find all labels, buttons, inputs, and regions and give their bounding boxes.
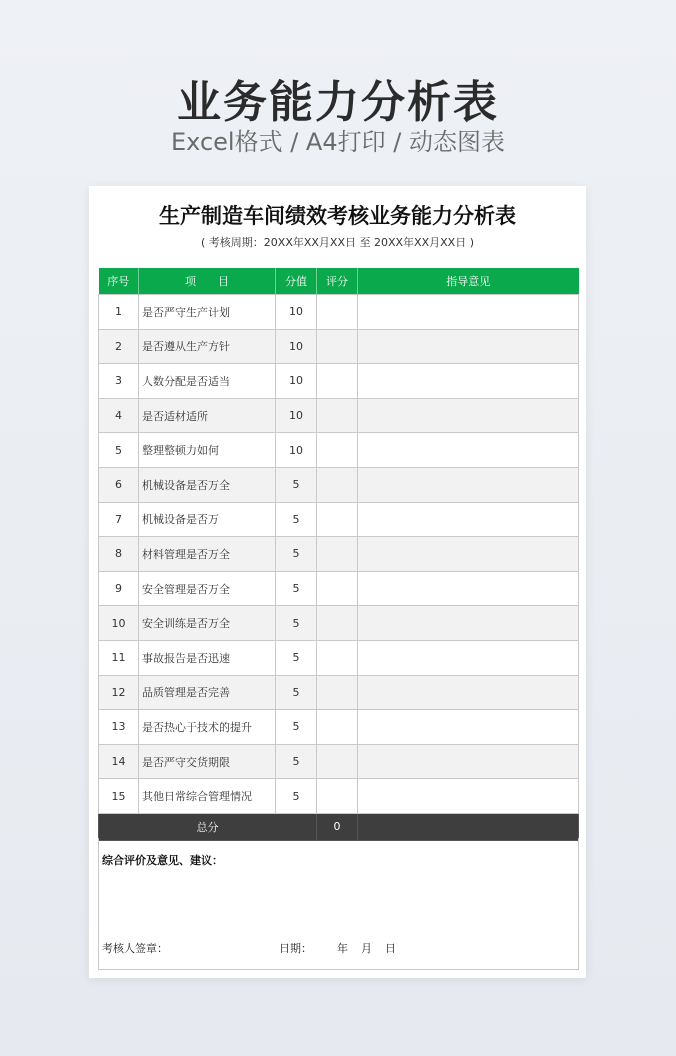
rating-cell[interactable]: [317, 433, 358, 468]
row-item: 是否严守交货期限: [139, 744, 276, 779]
table-row: [99, 467, 579, 502]
row-score: 5: [276, 571, 317, 606]
guidance-cell[interactable]: [358, 502, 579, 537]
table-row: [99, 329, 579, 364]
header-guidance: 指导意见: [358, 268, 579, 295]
rating-cell[interactable]: [317, 537, 358, 572]
row-number: 4: [99, 398, 139, 433]
total-value: 0: [317, 813, 358, 840]
table-row: [99, 571, 579, 606]
guidance-cell[interactable]: [358, 398, 579, 433]
rating-cell[interactable]: [317, 640, 358, 675]
total-blank: [358, 813, 579, 840]
total-row: [99, 813, 579, 840]
table-body: [99, 295, 579, 841]
rating-cell[interactable]: [317, 295, 358, 330]
rating-cell[interactable]: [317, 606, 358, 641]
row-item: 是否严守生产计划: [139, 295, 276, 330]
assessment-table: [98, 268, 579, 841]
table-row: [99, 675, 579, 710]
row-item: 事故报告是否迅速: [139, 640, 276, 675]
row-score: 5: [276, 537, 317, 572]
row-item: 安全管理是否万全: [139, 571, 276, 606]
guidance-cell[interactable]: [358, 675, 579, 710]
rating-cell[interactable]: [317, 675, 358, 710]
row-number: 2: [99, 329, 139, 364]
row-item: 是否热心于技术的提升: [139, 710, 276, 745]
table-row: [99, 502, 579, 537]
rating-cell[interactable]: [317, 364, 358, 399]
rating-cell[interactable]: [317, 329, 358, 364]
row-score: 10: [276, 329, 317, 364]
row-number: 15: [99, 779, 139, 814]
table-row: [99, 433, 579, 468]
row-number: 8: [99, 537, 139, 572]
guidance-cell[interactable]: [358, 779, 579, 814]
header-score: 分值: [276, 268, 317, 295]
date-label: 日期：: [279, 942, 312, 955]
row-number: 3: [99, 364, 139, 399]
table-row: [99, 364, 579, 399]
guidance-cell[interactable]: [358, 433, 579, 468]
row-score: 10: [276, 364, 317, 399]
row-score: 5: [276, 606, 317, 641]
row-number: 1: [99, 295, 139, 330]
guidance-cell[interactable]: [358, 744, 579, 779]
hero-title: 业务能力分析表: [177, 77, 499, 128]
table-row: [99, 295, 579, 330]
row-score: 5: [276, 779, 317, 814]
row-item: 机械设备是否万全: [139, 467, 276, 502]
hero-subtitle: Excel格式 / A4打印 / 动态图表: [171, 128, 505, 156]
row-number: 14: [99, 744, 139, 779]
row-item: 整理整顿力如何: [139, 433, 276, 468]
header-rating: 评分: [317, 268, 358, 295]
rating-cell[interactable]: [317, 744, 358, 779]
guidance-cell[interactable]: [358, 710, 579, 745]
row-score: 5: [276, 467, 317, 502]
guidance-cell[interactable]: [358, 364, 579, 399]
date-year-label: 年: [337, 942, 348, 955]
signature-label: 考核人签章：: [102, 942, 168, 955]
guidance-cell[interactable]: [358, 295, 579, 330]
row-item: 安全训练是否万全: [139, 606, 276, 641]
row-number: 5: [99, 433, 139, 468]
row-score: 5: [276, 675, 317, 710]
total-label: 总分: [99, 813, 317, 840]
assessment-period: ( 考核周期：20XX年XX月XX日 至 20XX年XX月XX日 ): [201, 236, 474, 249]
row-score: 10: [276, 398, 317, 433]
rating-cell[interactable]: [317, 779, 358, 814]
row-score: 5: [276, 640, 317, 675]
row-number: 7: [99, 502, 139, 537]
guidance-cell[interactable]: [358, 329, 579, 364]
row-item: 是否适材适所: [139, 398, 276, 433]
table-row: [99, 606, 579, 641]
row-number: 10: [99, 606, 139, 641]
guidance-cell[interactable]: [358, 640, 579, 675]
header-no: 序号: [99, 268, 139, 295]
row-item: 是否遵从生产方针: [139, 329, 276, 364]
rating-cell[interactable]: [317, 571, 358, 606]
row-score: 10: [276, 295, 317, 330]
row-item: 材料管理是否万全: [139, 537, 276, 572]
table-row: [99, 744, 579, 779]
table-header-row: [99, 268, 579, 295]
row-number: 9: [99, 571, 139, 606]
row-score: 5: [276, 744, 317, 779]
guidance-cell[interactable]: [358, 467, 579, 502]
row-item: 人数分配是否适当: [139, 364, 276, 399]
table-row: [99, 398, 579, 433]
date-month-label: 月: [361, 942, 372, 955]
rating-cell[interactable]: [317, 710, 358, 745]
rating-cell[interactable]: [317, 398, 358, 433]
document-title: 生产制造车间绩效考核业务能力分析表: [159, 204, 516, 228]
comment-label: 综合评价及意见、建议：: [102, 854, 223, 867]
row-score: 10: [276, 433, 317, 468]
guidance-cell[interactable]: [358, 571, 579, 606]
row-item: 品质管理是否完善: [139, 675, 276, 710]
guidance-cell[interactable]: [358, 537, 579, 572]
comment-section: [98, 838, 579, 970]
row-number: 12: [99, 675, 139, 710]
row-number: 11: [99, 640, 139, 675]
table-row: [99, 710, 579, 745]
row-number: 6: [99, 467, 139, 502]
row-number: 13: [99, 710, 139, 745]
row-score: 5: [276, 502, 317, 537]
rating-cell[interactable]: [317, 467, 358, 502]
table-row: [99, 779, 579, 814]
rating-cell[interactable]: [317, 502, 358, 537]
guidance-cell[interactable]: [358, 606, 579, 641]
sheet: [89, 186, 586, 978]
table-row: [99, 640, 579, 675]
table-row: [99, 537, 579, 572]
date-day-label: 日: [385, 942, 396, 955]
row-item: 机械设备是否万: [139, 502, 276, 537]
row-score: 5: [276, 710, 317, 745]
row-item: 其他日常综合管理情况: [139, 779, 276, 814]
header-item: 项 目: [139, 268, 276, 295]
